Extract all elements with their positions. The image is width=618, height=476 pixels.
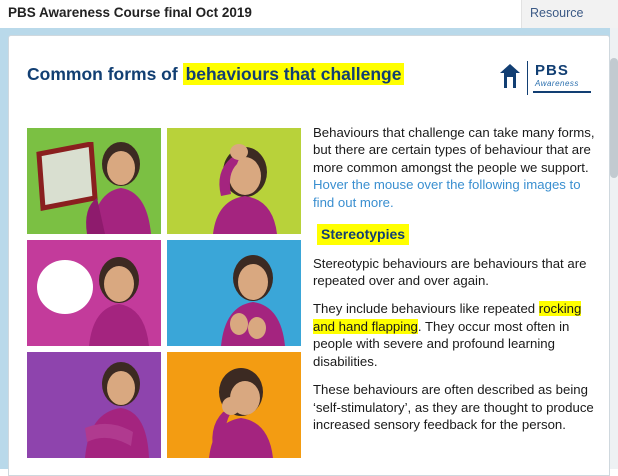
- person-photo: [213, 250, 289, 346]
- page-title-highlight: behaviours that challenge: [183, 63, 405, 85]
- slide-text: [313, 124, 601, 464]
- paragraph-2: [313, 300, 601, 370]
- tile-arms-crossed[interactable]: [27, 352, 161, 458]
- tile-hand-on-head[interactable]: [167, 128, 301, 234]
- logo-underline: [533, 91, 591, 93]
- paragraph-1: Stereotypic behaviours are behaviours that are repeated over and over again.: [313, 255, 587, 288]
- person-photo: [81, 250, 157, 346]
- tile-hand-flapping[interactable]: [167, 240, 301, 346]
- paragraph-3: These behaviours are often described as being ‘self-stimulatory’, as they are thought to produce increased sensory feedback for the person.: [313, 382, 594, 432]
- tile-white-shape[interactable]: [27, 240, 161, 346]
- paragraph-2-before: They include behaviours like repeated: [313, 301, 539, 317]
- vertical-scrollbar[interactable]: [610, 28, 618, 469]
- lesson-frame: [0, 28, 618, 469]
- course-title: PBS Awareness Course final Oct 2019: [8, 5, 252, 20]
- pbs-logo: [499, 61, 595, 101]
- house-icon: [499, 63, 521, 89]
- logo-name: PBS: [535, 62, 569, 79]
- top-bar: [0, 0, 618, 29]
- paragraph-2-highlight: rocking and hand flapping: [313, 301, 582, 334]
- logo-tagline: Awareness: [535, 79, 579, 88]
- intro-paragraph: [313, 124, 601, 211]
- intro-plain: Behaviours that challenge can take many forms, but there are certain types of behaviour that are more common amongst the people we support.: [313, 125, 595, 175]
- scrollbar-thumb[interactable]: [610, 58, 618, 178]
- person-photo: [75, 362, 151, 458]
- hover-instruction: Hover the mouse over the following images to find out more.: [313, 177, 581, 210]
- slide-card: [8, 35, 610, 476]
- tile-holding-board[interactable]: [27, 128, 161, 234]
- person-photo: [207, 138, 283, 234]
- tile-head-in-hand[interactable]: [167, 352, 301, 458]
- page-title: [27, 64, 404, 85]
- resources-label: Resource: [530, 6, 584, 20]
- section-subheading: Stereotypies: [317, 224, 409, 244]
- image-grid: [27, 128, 299, 458]
- person-photo: [203, 362, 279, 458]
- resources-panel-tab[interactable]: [521, 0, 618, 28]
- paragraph-2-after: . They occur most often in people with severe and profound learning disabilities.: [313, 318, 570, 369]
- person-photo: [81, 138, 157, 234]
- page-title-prefix: Common forms of: [27, 64, 183, 84]
- logo-divider: [527, 61, 528, 95]
